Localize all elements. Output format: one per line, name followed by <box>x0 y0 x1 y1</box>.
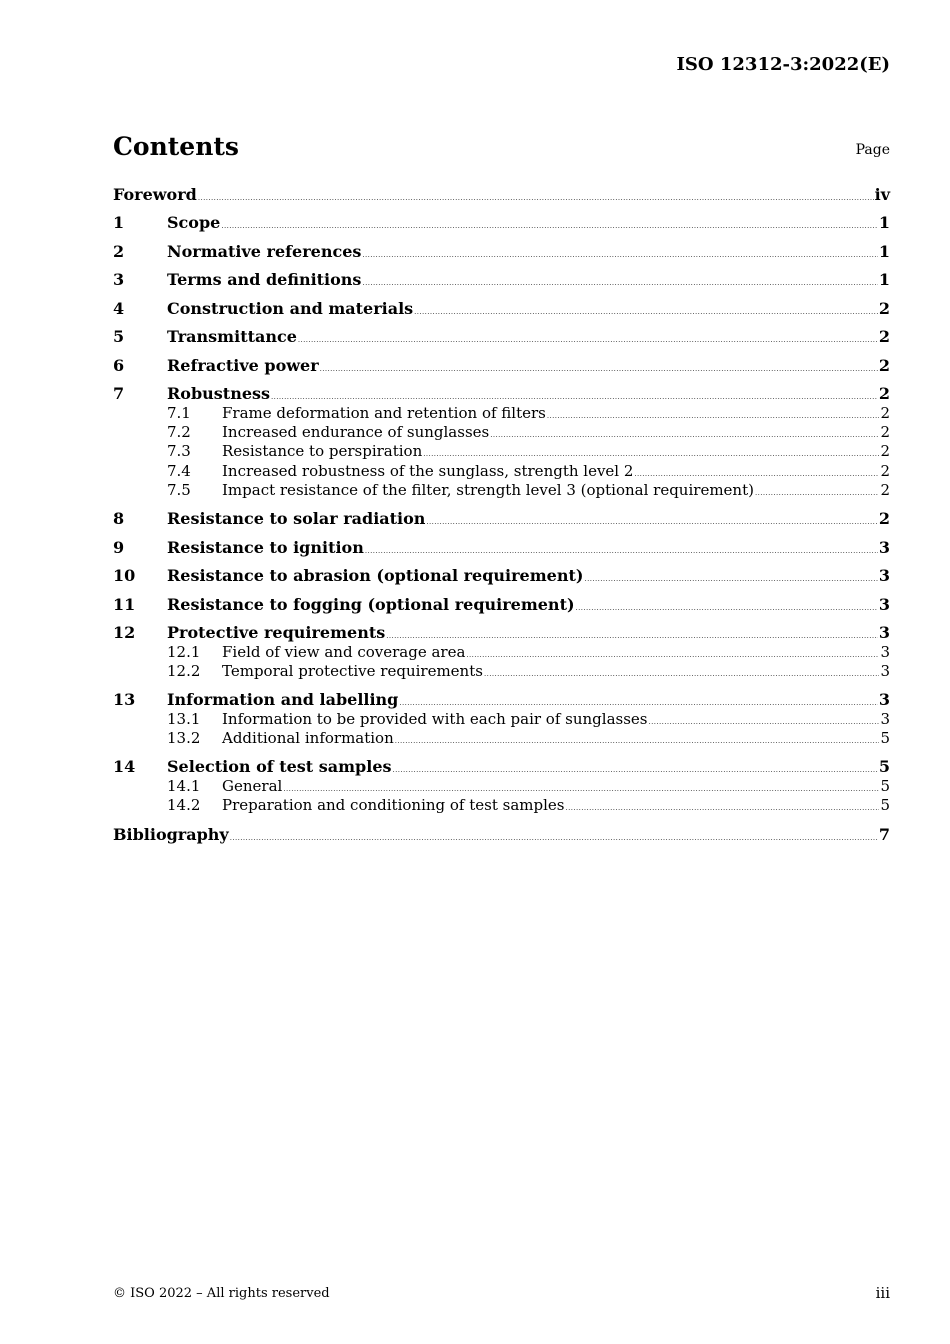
toc-subentry[interactable] <box>113 777 890 796</box>
toc-entry-title: Robustness <box>167 384 271 404</box>
toc-entry-page: 5 <box>880 796 890 815</box>
toc-entry-number: 2 <box>113 241 125 261</box>
toc-entry-title: Terms and definitions <box>167 270 362 290</box>
dot-leader <box>565 805 879 812</box>
toc-subentry[interactable] <box>113 404 890 423</box>
dot-leader <box>423 451 879 458</box>
toc-subentry[interactable] <box>113 729 890 748</box>
dot-leader <box>649 719 880 726</box>
toc-entry-page: 3 <box>880 642 890 661</box>
toc-entry-title: Preparation and conditioning of test samples <box>222 796 565 815</box>
dot-leader <box>320 366 878 373</box>
toc-entry-title: Foreword <box>113 185 197 204</box>
toc-entry-number: 3 <box>113 270 125 290</box>
page-column-label: Page <box>855 142 890 158</box>
toc-entry-page: 1 <box>878 270 890 290</box>
toc-subentry[interactable] <box>113 643 890 662</box>
page-title: Contents <box>113 132 240 161</box>
toc-entry-page: 7 <box>878 824 890 844</box>
toc-subentry[interactable] <box>113 462 890 481</box>
toc-entry[interactable] <box>113 185 890 204</box>
dot-leader <box>362 252 877 259</box>
dot-leader <box>362 280 877 287</box>
toc-entry[interactable] <box>113 356 890 375</box>
toc-entry-number: 13 <box>113 690 136 710</box>
dot-leader <box>395 738 880 745</box>
toc-entry-page: 2 <box>878 384 890 404</box>
toc-entry-title: Additional information <box>222 728 394 747</box>
toc-entry-number: 12 <box>113 623 136 643</box>
dot-leader <box>576 605 878 612</box>
toc-entry-page: 3 <box>878 594 890 614</box>
toc-entry-page: 2 <box>880 422 890 441</box>
toc-entry-title: Scope <box>167 213 221 233</box>
toc-entry[interactable] <box>113 384 890 403</box>
dot-leader <box>584 576 877 583</box>
dot-leader <box>221 223 878 230</box>
toc-entry-number: 7.3 <box>167 442 191 461</box>
toc-entry-title: Resistance to ignition <box>167 537 364 557</box>
toc-entry-title: Resistance to abrasion (optional requirement) <box>167 566 584 586</box>
toc-entry-number: 13.1 <box>167 709 201 728</box>
toc-entry-number: 7.1 <box>167 403 191 422</box>
toc-entry-page: 3 <box>878 566 890 586</box>
toc-entry-number: 13.2 <box>167 728 201 747</box>
toc-entry-page: 1 <box>878 241 890 261</box>
dot-leader <box>198 195 874 202</box>
toc-entry[interactable] <box>113 509 890 528</box>
dot-leader <box>298 337 878 344</box>
toc-entry-number: 5 <box>113 327 125 347</box>
toc-entry-number: 1 <box>113 213 125 233</box>
toc-entry-number: 9 <box>113 537 125 557</box>
toc-entry[interactable] <box>113 757 890 776</box>
toc-entry[interactable] <box>113 242 890 261</box>
dot-leader <box>484 671 880 678</box>
toc-entry-page: 2 <box>878 298 890 318</box>
toc-subentry[interactable] <box>113 710 890 729</box>
toc-entry[interactable] <box>113 327 890 346</box>
footer-copyright: © ISO 2022 – All rights reserved <box>113 1286 330 1301</box>
toc-entry-title: Resistance to perspiration <box>222 442 423 461</box>
dot-leader <box>283 786 879 793</box>
toc-entry-title: General <box>222 776 283 795</box>
dot-leader <box>399 700 877 707</box>
toc-subentry[interactable] <box>113 423 890 442</box>
toc-entry-number: 7.4 <box>167 461 191 480</box>
toc-entry-number: 12.1 <box>167 642 201 661</box>
dot-leader <box>414 309 878 316</box>
toc-entry-title: Construction and materials <box>167 298 414 318</box>
toc-entry-page: 3 <box>880 709 890 728</box>
toc-entry-title: Selection of test samples <box>167 757 392 777</box>
dot-leader <box>490 432 879 439</box>
table-of-contents <box>113 185 890 844</box>
dot-leader <box>230 835 878 842</box>
toc-entry[interactable] <box>113 566 890 585</box>
toc-entry-number: 8 <box>113 509 125 529</box>
toc-entry-number: 14 <box>113 757 136 777</box>
toc-entry-title: Refractive power <box>167 355 319 375</box>
toc-entry-page: 2 <box>878 327 890 347</box>
toc-entry[interactable] <box>113 270 890 289</box>
toc-entry-page: 2 <box>880 403 890 422</box>
toc-entry[interactable] <box>113 538 890 557</box>
toc-entry-number: 6 <box>113 355 125 375</box>
toc-subentry[interactable] <box>113 442 890 461</box>
toc-entry-title: Frame deformation and retention of filters <box>222 403 546 422</box>
dot-leader <box>393 767 878 774</box>
dot-leader <box>755 490 879 497</box>
toc-subentry[interactable] <box>113 662 890 681</box>
toc-entry-page: 2 <box>880 480 890 499</box>
toc-entry-title: Temporal protective requirements <box>222 661 483 680</box>
toc-entry[interactable] <box>113 213 890 232</box>
dot-leader <box>426 519 877 526</box>
toc-entry[interactable] <box>113 690 890 709</box>
toc-entry-page: 3 <box>878 537 890 557</box>
dot-leader <box>547 413 880 420</box>
footer-page-number: iii <box>875 1284 890 1302</box>
toc-entry-page: 3 <box>880 661 890 680</box>
toc-entry-number: 14.1 <box>167 776 201 795</box>
toc-entry-title: Field of view and coverage area <box>222 642 466 661</box>
toc-entry-number: 14.2 <box>167 796 201 815</box>
toc-entry-page: 3 <box>878 623 890 643</box>
toc-entry-page: 5 <box>878 757 890 777</box>
toc-entry-title: Increased robustness of the sunglass, strength level 2 <box>222 461 634 480</box>
toc-entry[interactable] <box>113 299 890 318</box>
toc-entry-page: 2 <box>878 355 890 375</box>
document-id: ISO 12312-3:2022(E) <box>676 54 890 75</box>
toc-entry-number: 10 <box>113 566 136 586</box>
toc-entry-page: 1 <box>878 213 890 233</box>
dot-leader <box>365 548 878 555</box>
toc-entry-title: Protective requirements <box>167 623 386 643</box>
toc-entry-title: Resistance to fogging (optional requirement) <box>167 594 575 614</box>
toc-subentry[interactable] <box>113 481 890 500</box>
toc-entry-number: 7.2 <box>167 422 191 441</box>
toc-entry[interactable] <box>113 595 890 614</box>
dot-leader <box>386 633 878 640</box>
toc-entry-page: 2 <box>878 509 890 529</box>
toc-entry-page: 2 <box>880 461 890 480</box>
toc-entry-title: Transmittance <box>167 327 297 347</box>
toc-entry-title: Impact resistance of the filter, strength level 3 (optional requirement) <box>222 480 754 499</box>
toc-entry-page: 5 <box>880 776 890 795</box>
toc-entry-number: 4 <box>113 298 125 318</box>
dot-leader <box>634 471 879 478</box>
toc-entry-title: Resistance to solar radiation <box>167 509 426 529</box>
toc-entry-number: 7.5 <box>167 480 191 499</box>
toc-entry[interactable] <box>113 825 890 844</box>
toc-entry-title: Information and labelling <box>167 690 399 710</box>
toc-entry-number: 7 <box>113 384 125 404</box>
dot-leader <box>466 652 879 659</box>
toc-entry-page: iv <box>874 185 890 204</box>
toc-entry-title: Increased endurance of sunglasses <box>222 422 490 441</box>
toc-subentry[interactable] <box>113 796 890 815</box>
toc-entry-page: 2 <box>880 442 890 461</box>
toc-entry-number: 11 <box>113 594 136 614</box>
toc-entry-number: 12.2 <box>167 661 201 680</box>
toc-entry-title: Information to be provided with each pair of sunglasses <box>222 709 648 728</box>
toc-entry-title: Bibliography <box>113 824 229 844</box>
toc-entry-title: Normative references <box>167 241 362 261</box>
toc-entry-page: 5 <box>880 728 890 747</box>
toc-entry-page: 3 <box>878 690 890 710</box>
toc-entry[interactable] <box>113 623 890 642</box>
dot-leader <box>271 394 878 401</box>
